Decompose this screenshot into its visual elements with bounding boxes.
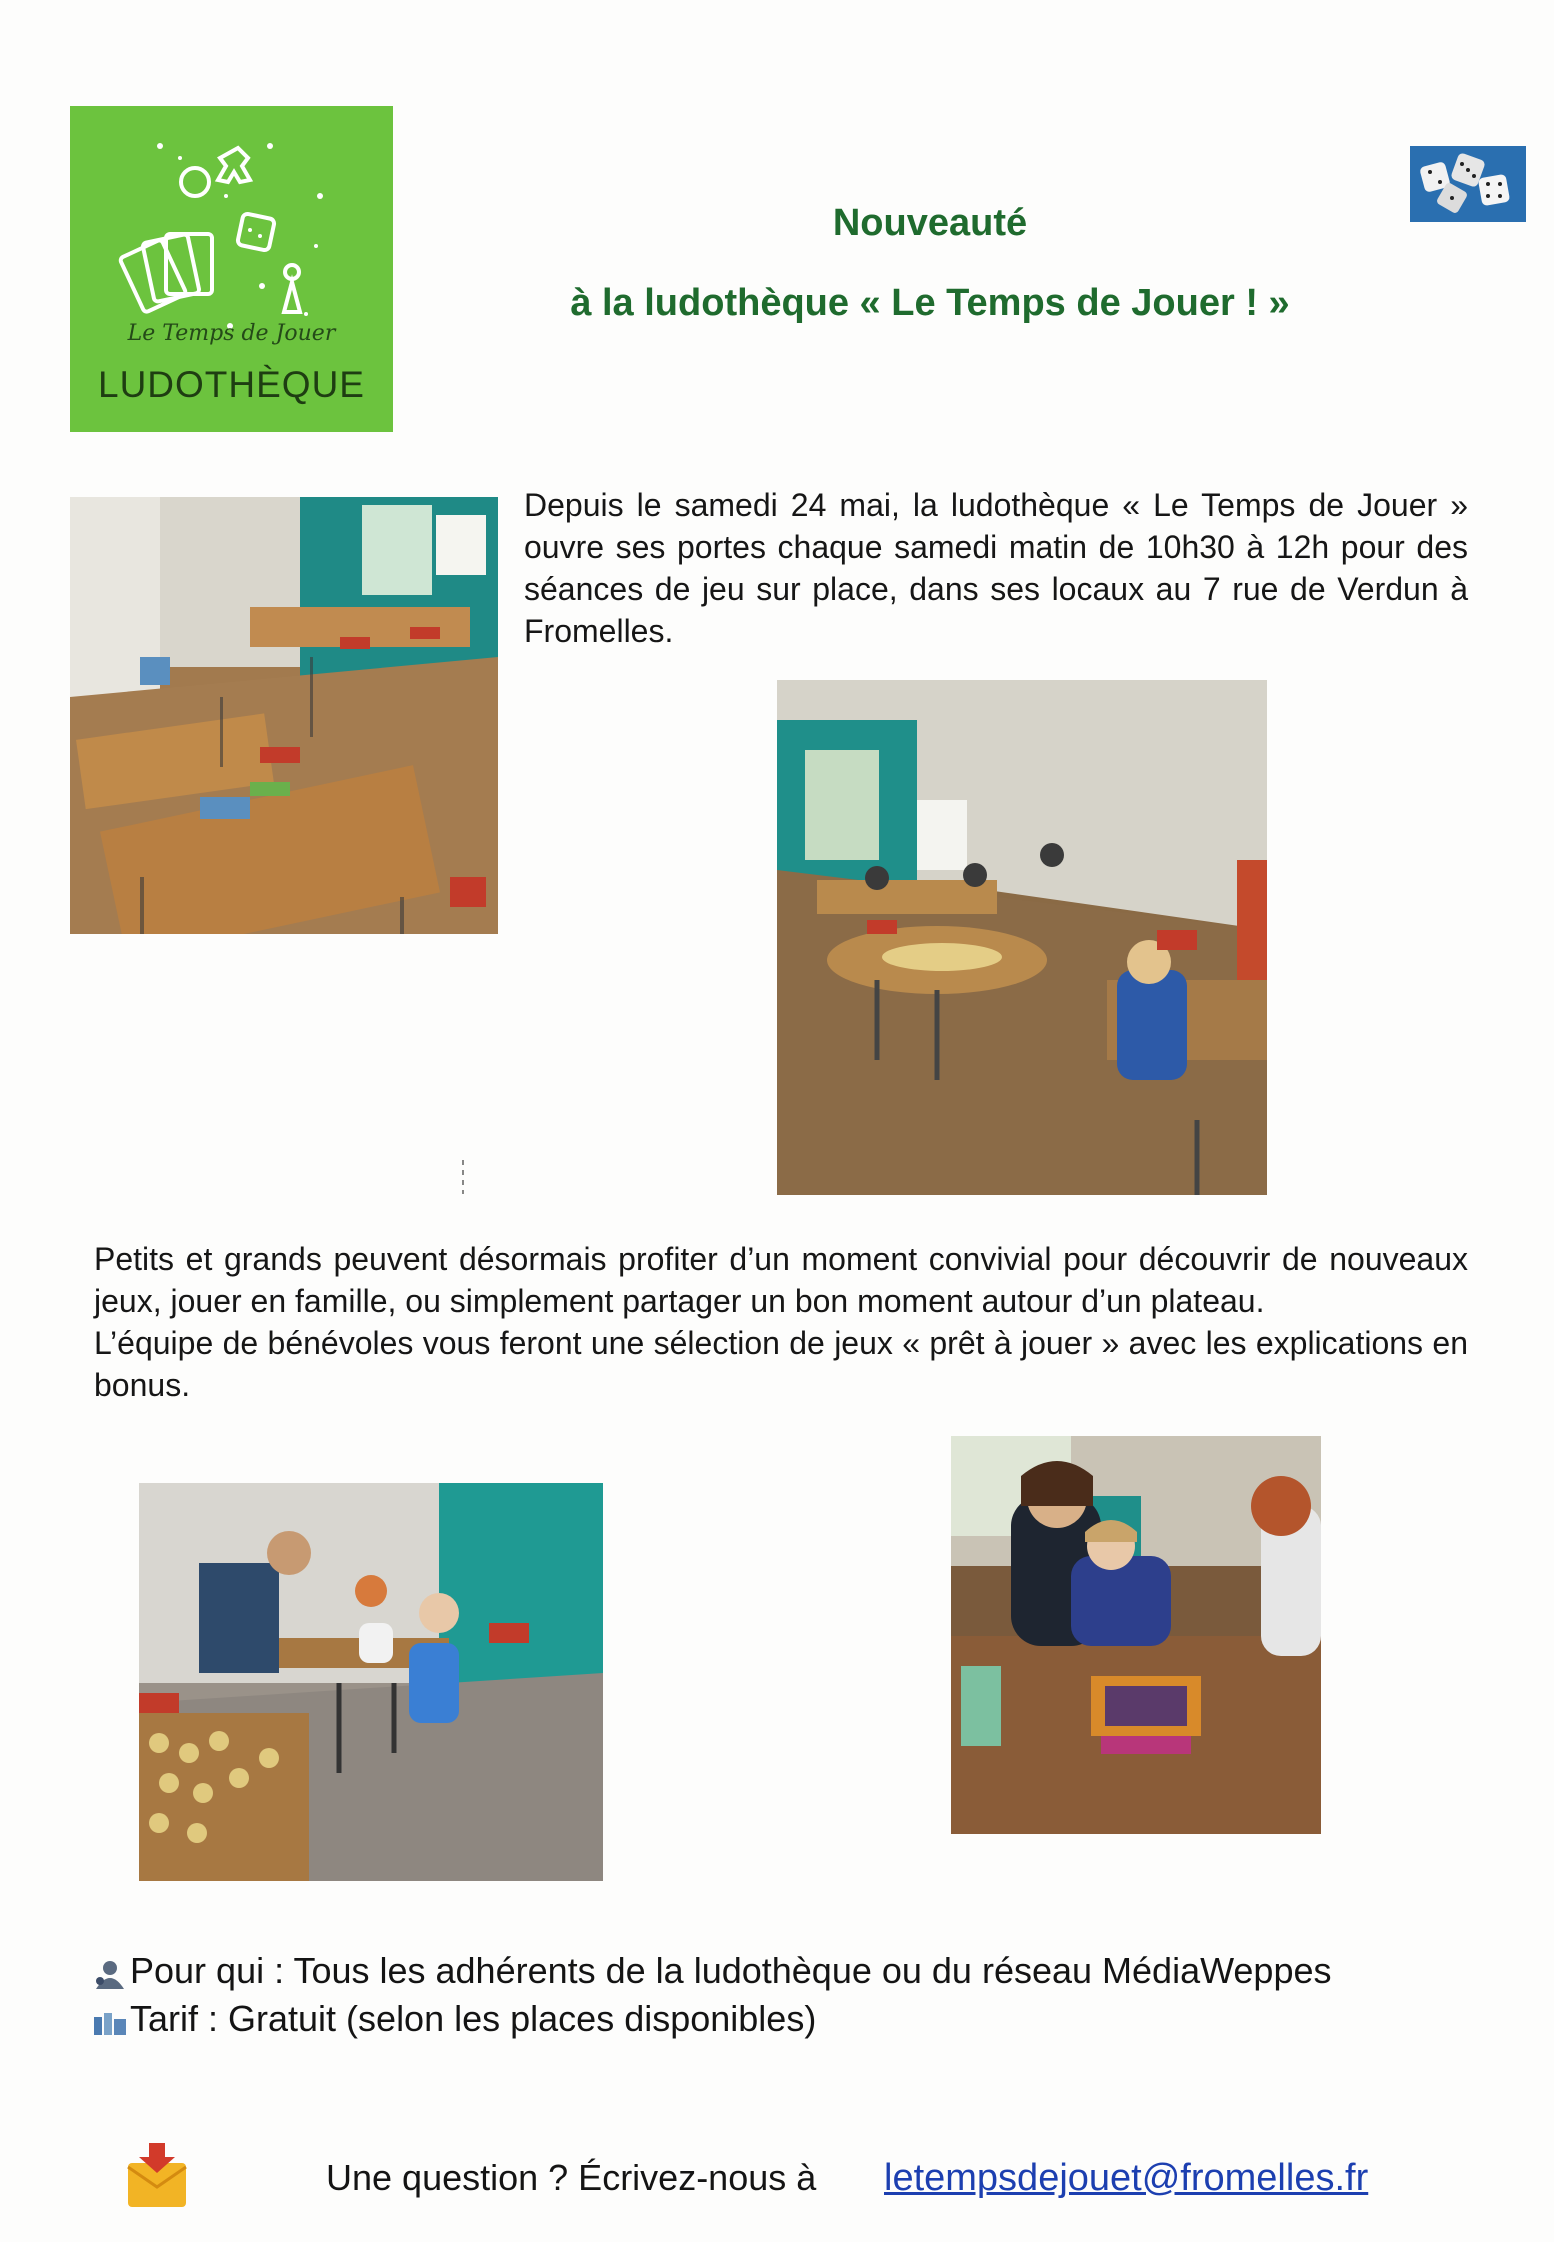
- intro-paragraph: Depuis le samedi 24 mai, la ludothèque « Le Temps de Jouer » ouvre ses portes chaque samedi matin de 10h30 à 12h pour des séances de jeu sur place, dans ses locaux au 7 rue de Verdun à Fromelles.: [524, 487, 1468, 649]
- photo-players-room: [777, 680, 1267, 1195]
- ludotheque-logo: [70, 106, 393, 432]
- body-paragraph: [94, 1238, 1468, 1406]
- body-line-2: L’équipe de bénévoles vous feront une sélection de jeux « prêt à jouer » avec les explications en bonus.: [94, 1325, 1468, 1403]
- price-text: Tarif : Gratuit (selon les places disponibles): [130, 1998, 817, 2039]
- page-title-line2: à la ludothèque « Le Temps de Jouer ! »: [570, 282, 1290, 324]
- books-icon: [92, 2004, 128, 2034]
- page-title-line1: Nouveauté: [832, 202, 1028, 244]
- question-text: Une question ? Écrivez-nous à: [326, 2157, 817, 2198]
- photo-family-game: [951, 1436, 1321, 1834]
- photo-volunteer-table: [139, 1483, 603, 1881]
- price-line: [92, 1998, 816, 2040]
- mailbox-icon: [124, 2143, 190, 2209]
- person-icon: [92, 1956, 128, 1986]
- scan-speck: [462, 1160, 465, 1194]
- dice-icon: [1410, 146, 1526, 222]
- logo-word: LUDOTHÈQUE: [98, 364, 365, 405]
- body-line-1: Petits et grands peuvent désormais profiter d’un moment convivial pour découvrir de nouveaux jeux, jouer en famille, ou simplement partager un bon moment autour d’un plateau.: [94, 1241, 1468, 1319]
- audience-line: [92, 1950, 1332, 1992]
- email-link[interactable]: letempsdejouet@fromelles.fr: [884, 2157, 1369, 2199]
- logo-script-text: Le Temps de Jouer: [127, 321, 336, 346]
- audience-text: Pour qui : Tous les adhérents de la ludothèque ou du réseau MédiaWeppes: [130, 1950, 1332, 1991]
- photo-empty-room: [70, 497, 498, 934]
